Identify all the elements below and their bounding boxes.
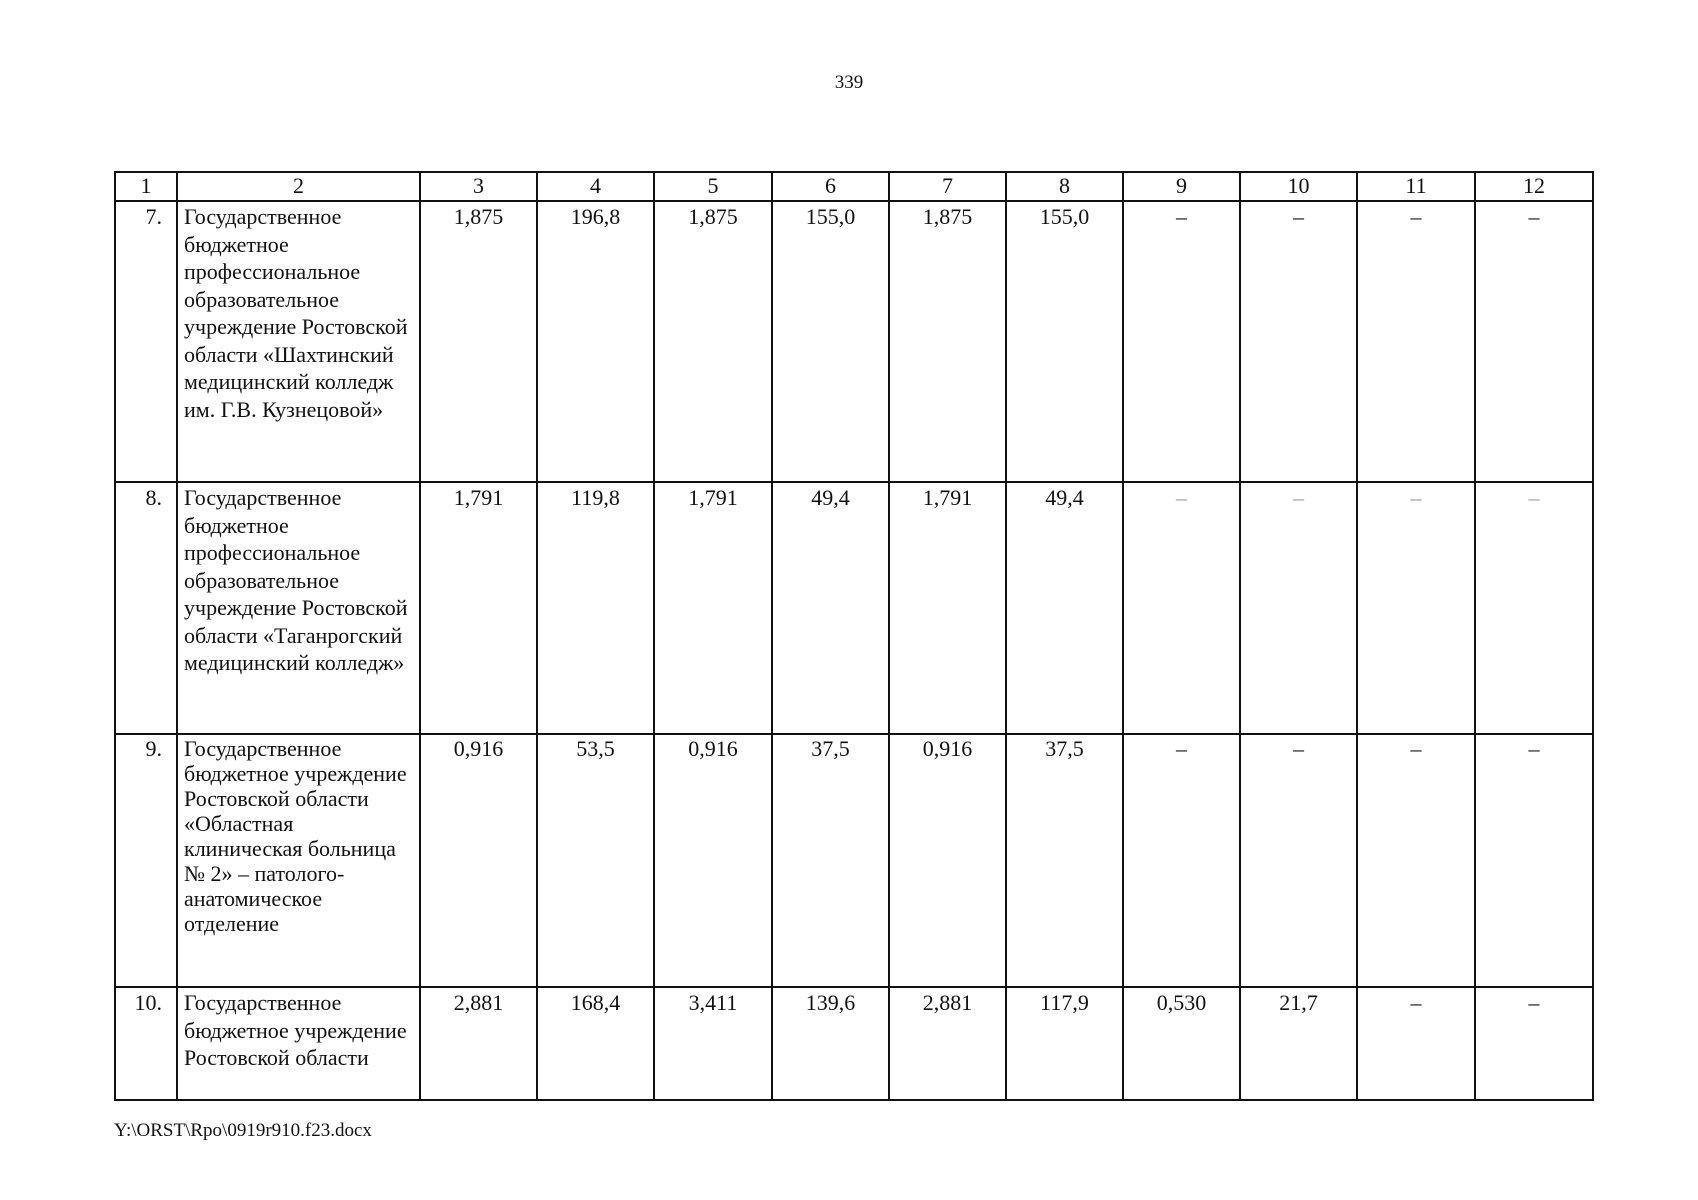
table-cell: 0,916 xyxy=(889,734,1006,987)
column-header: 2 xyxy=(177,172,420,201)
table-cell: – xyxy=(1357,482,1475,734)
table-row xyxy=(115,482,1593,734)
institution-name: Государственное бюджетное учреждение Ростовской области xyxy=(177,987,420,1100)
table-cell: 49,4 xyxy=(1006,482,1123,734)
table-cell: 0,916 xyxy=(654,734,772,987)
table-cell: – xyxy=(1357,201,1475,482)
table-cell: – xyxy=(1475,734,1593,987)
table-cell: 0,530 xyxy=(1123,987,1240,1100)
table-cell: – xyxy=(1240,482,1357,734)
table-cell: – xyxy=(1357,987,1475,1100)
table-cell: – xyxy=(1475,201,1593,482)
row-number: 9. xyxy=(115,734,177,987)
table-cell: 168,4 xyxy=(537,987,654,1100)
table-cell: 1,875 xyxy=(654,201,772,482)
table-cell: – xyxy=(1123,734,1240,987)
table-cell: 119,8 xyxy=(537,482,654,734)
table-cell: – xyxy=(1475,482,1593,734)
column-header: 8 xyxy=(1006,172,1123,201)
table-row xyxy=(115,987,1593,1100)
data-table xyxy=(114,171,1594,1101)
table-cell: 155,0 xyxy=(1006,201,1123,482)
table-cell: – xyxy=(1240,201,1357,482)
table-cell: 2,881 xyxy=(889,987,1006,1100)
institution-name: Государственное бюджетное профессиональное образовательное учреждение Ростовской области «Таганрогский медицинский колледж» xyxy=(177,482,420,734)
table-cell: – xyxy=(1475,987,1593,1100)
column-header: 4 xyxy=(537,172,654,201)
column-header: 12 xyxy=(1475,172,1593,201)
column-header: 9 xyxy=(1123,172,1240,201)
table-cell: 1,875 xyxy=(420,201,537,482)
column-header: 5 xyxy=(654,172,772,201)
table-cell: 1,791 xyxy=(889,482,1006,734)
row-number: 8. xyxy=(115,482,177,734)
table-cell: 1,875 xyxy=(889,201,1006,482)
table-cell: 53,5 xyxy=(537,734,654,987)
table-cell: 139,6 xyxy=(772,987,889,1100)
column-header: 3 xyxy=(420,172,537,201)
table-cell: – xyxy=(1357,734,1475,987)
column-header: 11 xyxy=(1357,172,1475,201)
table-cell: 155,0 xyxy=(772,201,889,482)
row-number: 10. xyxy=(115,987,177,1100)
table-cell: 3,411 xyxy=(654,987,772,1100)
table-cell: 2,881 xyxy=(420,987,537,1100)
table-cell: 0,916 xyxy=(420,734,537,987)
table-cell: 37,5 xyxy=(1006,734,1123,987)
column-header: 7 xyxy=(889,172,1006,201)
institution-name: Государственное бюджетное профессиональное образовательное учреждение Ростовской области «Шахтинский медицинский колледж им. Г.В. Кузнецовой» xyxy=(177,201,420,482)
table-cell: 49,4 xyxy=(772,482,889,734)
table-row xyxy=(115,201,1593,482)
table-cell: 196,8 xyxy=(537,201,654,482)
table-cell: 21,7 xyxy=(1240,987,1357,1100)
table-header-row xyxy=(115,172,1593,201)
table-row xyxy=(115,734,1593,987)
column-header: 10 xyxy=(1240,172,1357,201)
column-header: 1 xyxy=(115,172,177,201)
row-number: 7. xyxy=(115,201,177,482)
table-cell: 37,5 xyxy=(772,734,889,987)
table-cell: 1,791 xyxy=(654,482,772,734)
institution-name: Государственное бюджетное учреждение Ростовской области «Областная клиническая больница № 2» – патолого-анатомическое отделение xyxy=(177,734,420,987)
table-cell: – xyxy=(1240,734,1357,987)
table-cell: – xyxy=(1123,201,1240,482)
table-cell: 117,9 xyxy=(1006,987,1123,1100)
table-cell: – xyxy=(1123,482,1240,734)
document-file-path: Y:\ORST\Rpo\0919r910.f23.docx xyxy=(114,1120,372,1141)
data-table-container xyxy=(114,171,1592,1101)
table-cell: 1,791 xyxy=(420,482,537,734)
page-number: 339 xyxy=(834,72,864,93)
column-header: 6 xyxy=(772,172,889,201)
